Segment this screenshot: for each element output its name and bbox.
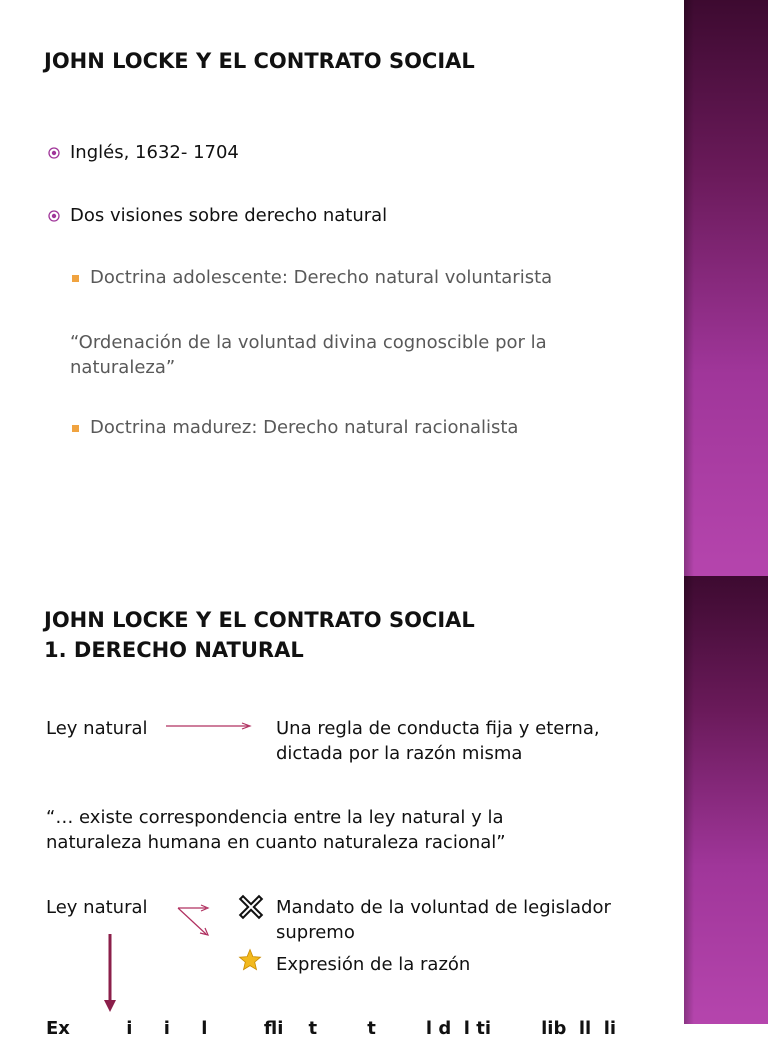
cut-off-bottom-text: Ex i i l fli t t l d l ti lib ll li [46,1018,617,1039]
sub-bullet-text: Doctrina adolescente: Derecho natural voluntarista [90,267,553,288]
decorative-side-bar [684,576,768,1024]
circle-bullet-icon [48,147,60,159]
slide-2-title-line-1: JOHN LOCKE Y EL CONTRATO SOCIAL [44,608,475,632]
right-arrow-icon [166,718,256,734]
cross-mark-icon [239,895,263,919]
split-arrow-icon [176,900,216,940]
mandato-line-2: supremo [276,922,355,943]
star-icon [238,948,262,972]
definition-line-1: Una regla de conducta fija y eterna, [276,718,600,739]
slide-2-title-line-2: 1. DERECHO NATURAL [44,638,304,662]
ley-natural-label: Ley natural [46,718,148,739]
definition-line-2: dictada por la razón misma [276,743,523,764]
sub-bullet-text: Doctrina madurez: Derecho natural racionalista [90,417,519,438]
expresion-text: Expresión de la razón [276,954,471,975]
quote-line-1: “… existe correspondencia entre la ley natural y la [46,807,504,828]
circle-bullet-icon [48,210,60,222]
bullet-text: Inglés, 1632- 1704 [70,142,239,163]
down-arrow-icon [100,934,120,1014]
square-bullet-icon [72,275,79,282]
slide-2 [0,576,768,1039]
quote-line-2: naturaleza humana en cuanto naturaleza racional” [46,832,506,853]
ley-natural-label: Ley natural [46,897,148,918]
mandato-line-1: Mandato de la voluntad de legislador [276,897,611,918]
bullet-text: Dos visiones sobre derecho natural [70,205,388,226]
slide-1-title: JOHN LOCKE Y EL CONTRATO SOCIAL [44,49,475,73]
quote-text: “Ordenación de la voluntad divina cognoscible por la naturaleza” [70,332,547,378]
square-bullet-icon [72,425,79,432]
decorative-side-bar [684,0,768,576]
